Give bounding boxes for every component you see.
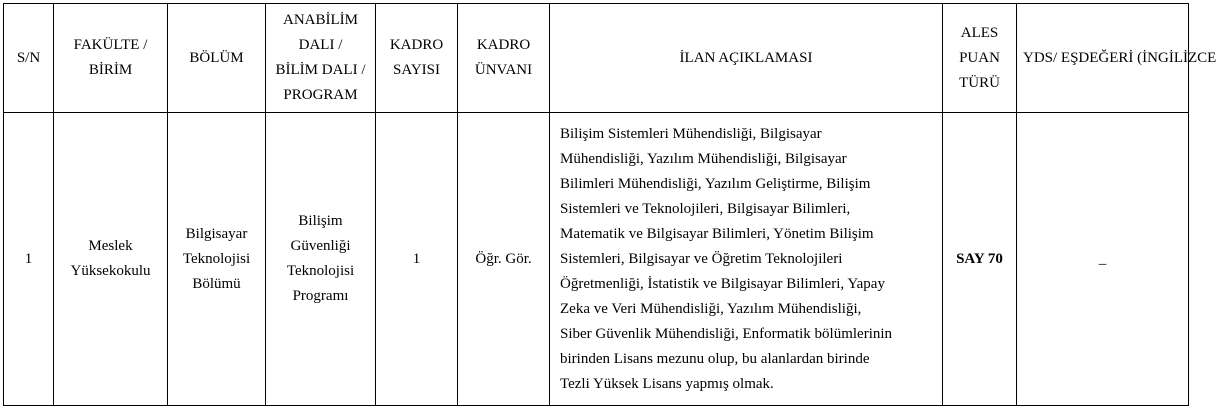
cell-bolum: Bilgisayar Teknolojisi Bölümü xyxy=(168,113,266,406)
header-ales: ALES PUAN TÜRÜ xyxy=(943,4,1017,113)
header-kadro-unvani: KADRO ÜNVANI xyxy=(458,4,550,113)
cell-yds: _ xyxy=(1017,113,1189,406)
header-row xyxy=(4,4,1189,113)
header-ilan: İLAN AÇIKLAMASI xyxy=(550,4,943,113)
cell-ales: SAY 70 xyxy=(943,113,1017,406)
header-yds: YDS/ EŞDEĞERİ (İNGİLİZCE xyxy=(1017,4,1189,113)
header-kadro-sayisi: KADRO SAYISI xyxy=(376,4,458,113)
cell-kadro-unvani: Öğr. Gör. xyxy=(458,113,550,406)
header-fakulte: FAKÜLTE / BİRİM xyxy=(54,4,168,113)
cell-sn: 1 xyxy=(4,113,54,406)
header-anabilim: ANABİLİM DALI / BİLİM DALI / PROGRAM xyxy=(266,4,376,113)
cell-fakulte: Meslek Yüksekokulu xyxy=(54,113,168,406)
job-posting-table xyxy=(3,3,1216,406)
cell-ilan-aciklamasi: Bilişim Sistemleri Mühendisliği, Bilgisayar Mühendisliği, Yazılım Mühendisliği, Bilgisayar Bilimleri Mühendisliği, Yazılım Geliştirme, Bilişim Sistemleri ve Teknolojileri, Bilgisayar Bilimleri, Matematik ve Bilgisayar Bilimleri, Yönetim Bilişim Sistemleri, Bilgisayar ve Öğretim Teknolojileri Öğretmenliği, İstatistik ve Bilgisayar Bilimleri, Yapay Zeka ve Veri Mühendisliği, Yazılım Mühendisliği, Siber Güvenlik Mühendisliği, Enformatik bölümlerinin birinden Lisans mezunu olup, bu alanlardan birinde Tezli Yüksek Lisans yapmış olmak. xyxy=(550,113,943,406)
cell-kadro-sayisi: 1 xyxy=(376,113,458,406)
header-sn: S/N xyxy=(4,4,54,113)
cell-anabilim: Bilişim Güvenliği Teknolojisi Programı xyxy=(266,113,376,406)
table-row xyxy=(4,113,1189,406)
header-bolum: BÖLÜM xyxy=(168,4,266,113)
